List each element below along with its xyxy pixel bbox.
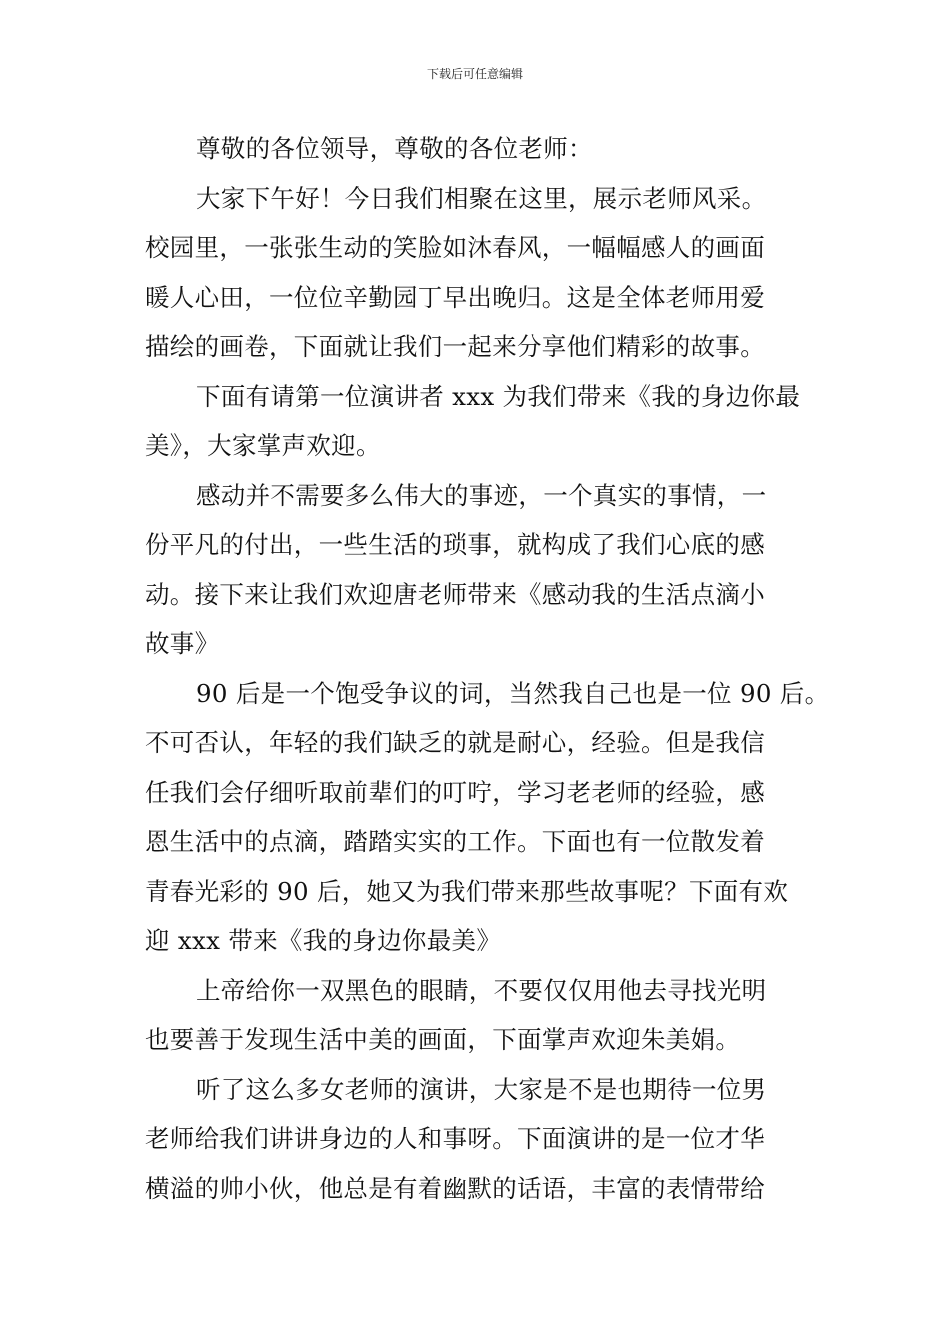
- body-line: 任我们会仔细听取前辈们的叮咛，学习老老师的经验，感: [145, 777, 765, 807]
- body-line: 份平凡的付出，一些生活的琐事，就构成了我们心底的感: [145, 530, 765, 559]
- body-line: 听了这么多女老师的演讲，大家是不是也期待一位男: [196, 1074, 767, 1104]
- body-line: 迎 xxx 带来《我的身边你最美》: [145, 926, 502, 955]
- body-line: 描绘的画卷，下面就让我们一起来分享他们精彩的故事。: [145, 332, 765, 361]
- body-line: 也要善于发现生活中美的画面，下面掌声欢迎朱美娟。: [145, 1025, 741, 1054]
- body-line: 不可否认，年轻的我们缺乏的就是耐心，经验。但是我信: [145, 728, 765, 757]
- body-line: 尊敬的各位领导，尊敬的各位老师：: [196, 134, 593, 163]
- body-line: 校园里，一张张生动的笑脸如沐春风，一幅幅感人的画面: [145, 233, 765, 262]
- body-line: 上帝给你一双黑色的眼睛，不要仅仅用他去寻找光明: [196, 975, 767, 1005]
- body-line: 动。接下来让我们欢迎唐老师带来《感动我的生活点滴小: [145, 579, 765, 609]
- body-line: 感动并不需要多么伟大的事迹，一个真实的事情，一: [196, 480, 767, 510]
- page-header: 下载后可任意编辑: [426, 67, 523, 81]
- body-line: 暖人心田，一位位辛勤园丁早出晚归。这是全体老师用爱: [145, 282, 765, 312]
- body-line: 老师给我们讲讲身边的人和事呀。下面演讲的是一位才华: [145, 1124, 765, 1153]
- document-body: [145, 124, 830, 1213]
- body-line: 下面有请第一位演讲者 xxx 为我们带来《我的身边你最: [196, 381, 801, 411]
- body-line: 青春光彩的 90 后，她又为我们带来那些故事呢？下面有欢: [145, 876, 789, 906]
- body-line: 恩生活中的点滴，踏踏实实的工作。下面也有一位散发着: [145, 827, 765, 856]
- body-line: 横溢的帅小伙，他总是有着幽默的话语，丰富的表情带给: [145, 1173, 765, 1203]
- body-line: 故事》: [145, 629, 220, 658]
- body-line: 大家下午好！今日我们相聚在这里，展示老师风采。: [196, 183, 767, 213]
- body-line: 美》，大家掌声欢迎。: [145, 431, 381, 460]
- body-line: 90 后是一个饱受争议的词，当然我自己也是一位 90 后。: [196, 678, 830, 708]
